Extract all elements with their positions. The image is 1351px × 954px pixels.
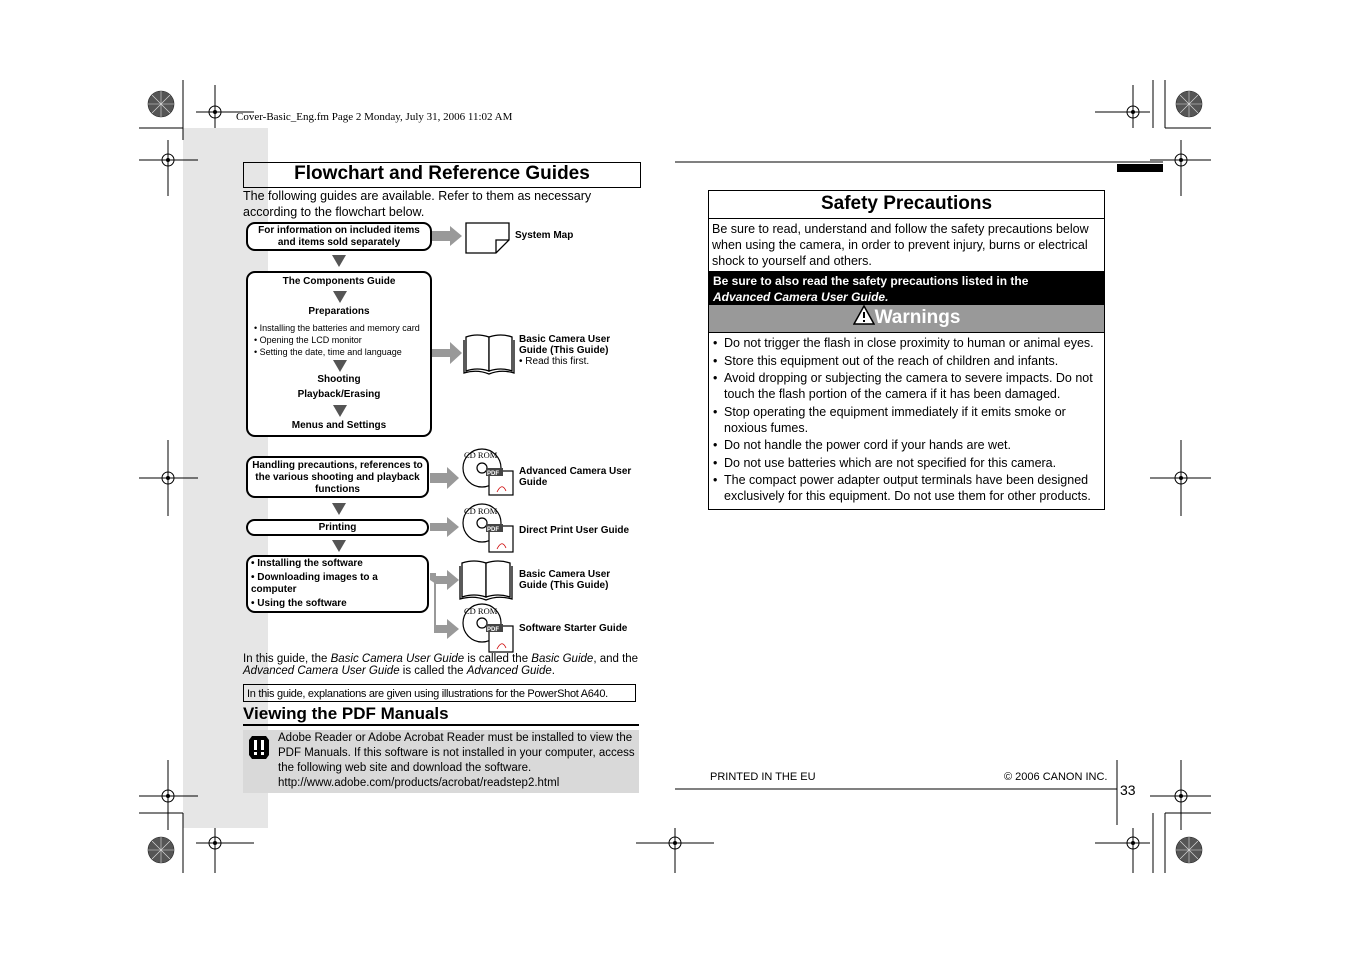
read-first: • Read this first. [519, 356, 590, 367]
document-icon [466, 223, 509, 253]
pdf-section-title: Viewing the PDF Manuals [243, 704, 639, 726]
warnings-title: Warnings [874, 307, 961, 328]
down-arrow-playback [333, 405, 347, 417]
flow-box-handling: Handling precautions, references to the various shooting and playback functions [246, 456, 429, 498]
flow-box-printing: Printing [246, 519, 429, 536]
warning-item: • The compact power adapter output terminals have been designed exclusively for this equipment. Do not use them for other products. [713, 472, 1101, 504]
book-icon-2 [460, 561, 512, 600]
page-number: 33 [1120, 782, 1136, 798]
software-item-1: • Installing the software [251, 558, 363, 569]
preparations-label: Preparations [308, 306, 370, 317]
software-starter-label: Software Starter Guide [519, 623, 628, 634]
adobe-url[interactable]: http://www.adobe.com/products/acrobat/readstep2.html [278, 777, 560, 789]
also-read-banner: Be sure to also read the safety precautions listed in the Advanced Camera User Guide. [709, 271, 1104, 305]
basic-guide-label-2: Basic Camera User Guide (This Guide) [519, 569, 611, 591]
arrow-to-basic-guide [432, 342, 462, 364]
warning-item: • Do not handle the power cord if your hands are wet. [713, 437, 1101, 453]
arrow-to-system-map [432, 226, 462, 246]
warning-item: • Avoid dropping or subjecting the camera to severe impacts. Do not touch the flash portion of the camera if it has been damaged. [713, 370, 1101, 402]
down-arrow-components [333, 291, 347, 303]
direct-print-label: Direct Print User Guide [519, 525, 630, 536]
prep-item-2: • Opening the LCD monitor [254, 335, 362, 345]
prep-item-3: • Setting the date, time and language [254, 347, 402, 357]
illustration-note: In this guide, explanations are given using illustrations for the PowerShot A640. [243, 684, 636, 702]
warning-item: • Stop operating the equipment immediately if it emits smoke or noxious fumes. [713, 404, 1101, 436]
warnings-list [709, 333, 1104, 504]
file-header-line: Cover-Basic_Eng.fm Page 2 Monday, July 31, 2006 11:02 AM [236, 111, 513, 123]
down-arrow-prep [333, 360, 347, 372]
warning-item: • Do not use batteries which are not specified for this camera. [713, 455, 1101, 471]
safety-title: Safety Precautions [709, 191, 1104, 219]
shooting-label: Shooting [317, 374, 361, 385]
safety-precautions-box [708, 190, 1105, 510]
warning-triangle-icon [853, 305, 875, 325]
warning-item: • Store this equipment out of the reach of children and infants. [713, 353, 1101, 369]
down-arrow-2 [332, 503, 346, 515]
arrow-to-advanced-guide [430, 467, 459, 489]
software-item-2: • Downloading images to a computer [251, 572, 378, 595]
cd-label-3: CD ROM [464, 606, 498, 616]
caution-icon [248, 735, 270, 761]
naming-note: In this guide, the Basic Camera User Guide is called the Basic Guide, and the Advanced Camera User Guide is called the Advanced Guide. [243, 653, 639, 677]
down-arrow-3 [332, 540, 346, 552]
system-map-label: System Map [515, 230, 574, 241]
prep-item-1: • Installing the batteries and memory card [254, 323, 420, 333]
components-guide-label: The Components Guide [282, 276, 396, 287]
pdf-label-1: PDF [487, 471, 499, 477]
pdf-label-2: PDF [487, 527, 499, 533]
flow-box-components [246, 271, 432, 437]
flowchart-title: Flowchart and Reference Guides [243, 162, 641, 188]
flow-box-included-items: For information on included items and items sold separately [246, 222, 432, 251]
menus-label: Menus and Settings [291, 420, 387, 431]
warnings-header [709, 305, 1104, 333]
flow-box-software [246, 555, 429, 613]
book-icon [464, 335, 514, 374]
cd-label-2: CD ROM [464, 506, 498, 516]
basic-guide-label [519, 334, 629, 367]
copyright-label: © 2006 CANON INC. [1004, 771, 1108, 783]
printed-in-label: PRINTED IN THE EU [710, 771, 816, 783]
pdf-note-text: Adobe Reader or Adobe Acrobat Reader must be installed to view the PDF Manuals. If this software is not installed in your computer, access the following web site and download the software. http://www.adobe.com/products/acrobat/readstep2.html [278, 731, 638, 791]
playback-label: Playback/Erasing [297, 389, 381, 400]
advanced-guide-label: Advanced Camera User Guide [519, 466, 632, 488]
pdf-label-3: PDF [487, 627, 499, 633]
safety-intro: Be sure to read, understand and follow the safety precautions below when using the camera, in order to prevent injury, burns or electrical shock to yourself and others. [712, 222, 1089, 268]
basic-guide-title: Basic Camera User Guide (This Guide) [519, 334, 611, 356]
pdf-note-box [243, 730, 639, 793]
arrow-to-direct-print [430, 517, 459, 537]
software-item-3: • Using the software [251, 598, 347, 609]
flowchart-intro: The following guides are available. Refer to them as necessary according to the flowchart below. [243, 189, 592, 219]
cd-label-1: CD ROM [464, 450, 498, 460]
down-arrow-1 [332, 255, 346, 267]
warning-item: • Do not trigger the flash in close proximity to human or animal eyes. [713, 335, 1101, 351]
